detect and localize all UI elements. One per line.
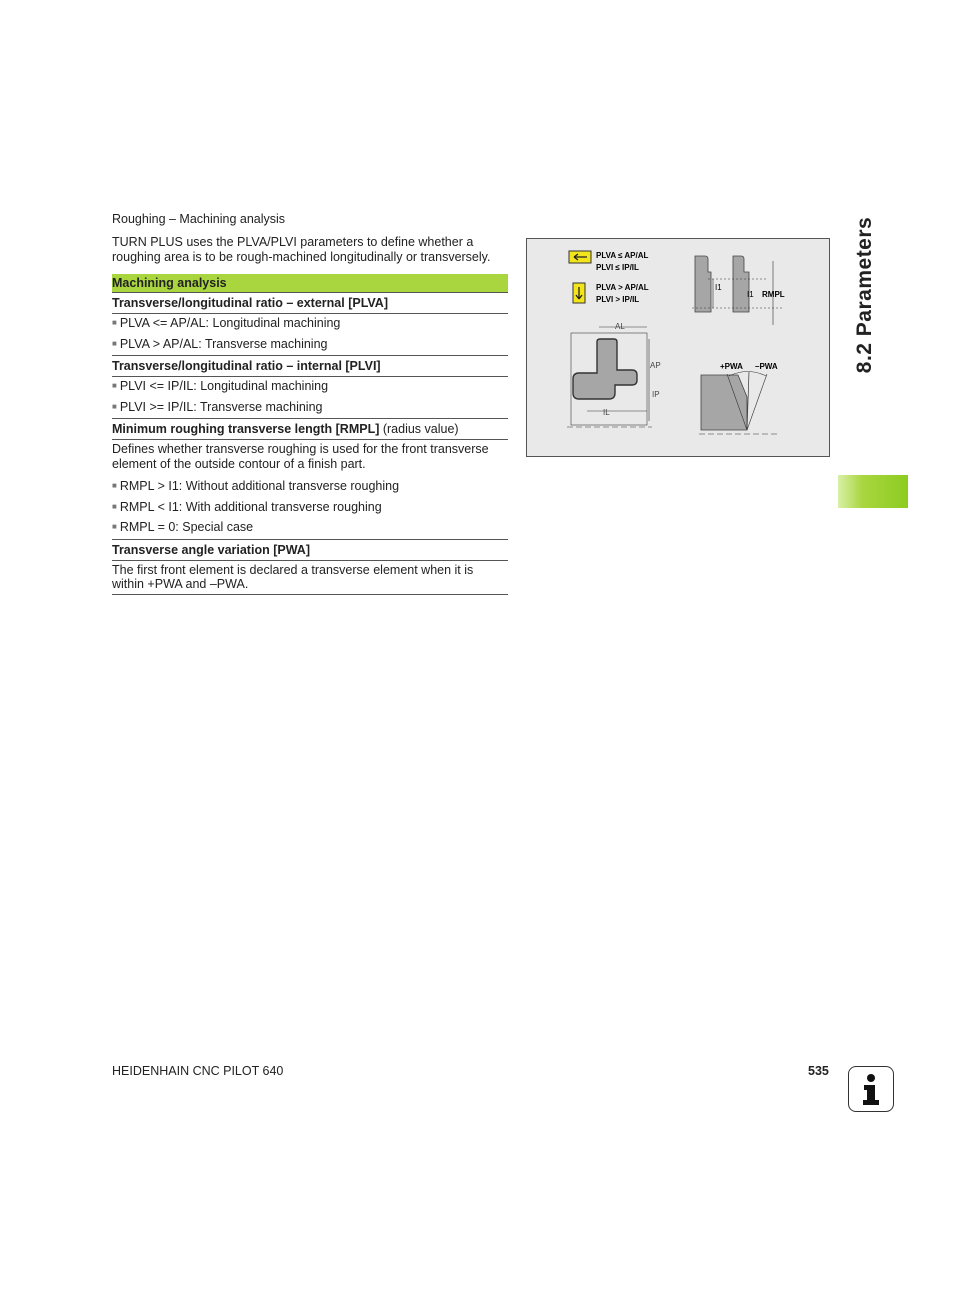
legend-text: PLVA > AP/AL [596,283,649,292]
param-body-plvi [112,377,508,419]
info-glyph [849,1067,893,1111]
page-number: 535 [808,1064,829,1078]
bullet-item: ■ RMPL > I1: Without additional transverse roughing [112,477,508,498]
param-body-rmpl [112,440,508,540]
legend-text: PLVA ≤ AP/AL [596,251,649,260]
param-title-pwa: Transverse angle variation [PWA] [112,539,508,560]
parameter-table [112,274,508,595]
chapter-heading-text: 8.2 Parameters [853,216,876,374]
bullet-item: ■ RMPL < I1: With additional transverse roughing [112,498,508,519]
param-title-plvi: Transverse/longitudinal ratio – internal [PLVI] [112,356,508,377]
part-contour [573,339,637,399]
figure-svg [527,239,829,456]
dimension-label: AP [650,361,661,370]
bullet-item: ■ PLVI <= IP/IL: Longitudinal machining [112,377,508,398]
dimension-label: AL [615,322,625,331]
bullet-item: ■ PLVI >= IP/IL: Transverse machining [112,398,508,419]
param-description: The first front element is declared a transverse element when it is within +PWA and –PWA. [112,562,474,591]
param-title-plva: Transverse/longitudinal ratio – external [PLVA] [112,293,508,314]
param-description: Defines whether transverse roughing is used for the front transverse element of the outside contour of a finish part. [112,442,489,471]
intro-paragraph: TURN PLUS uses the PLVA/PLVI parameters to define whether a roughing area is to be rough-machined longitudinally or transversely. [112,235,491,264]
bullet-item: ■ PLVA <= AP/AL: Longitudinal machining [112,314,508,335]
dimension-label: IP [652,390,660,399]
param-title-rmpl-suffix: (radius value) [379,422,459,436]
table-header: Machining analysis [112,274,508,293]
legend-text: PLVI ≤ IP/IL [596,263,639,272]
param-body-plva [112,314,508,356]
dimension-label: I1 [747,290,754,299]
dimension-label: I1 [715,283,722,292]
param-body-pwa [112,560,508,594]
dimension-label: +PWA [720,362,743,371]
param-title-rmpl [112,419,508,440]
chapter-tab-marker [838,475,908,508]
param-title-rmpl-text: Minimum roughing transverse length [RMPL] [112,422,380,436]
chapter-side-heading [848,215,882,375]
footer-product: HEIDENHAIN CNC PILOT 640 [112,1064,284,1078]
part-profile [701,375,747,430]
dimension-label: IL [603,408,610,417]
part-profile [733,256,749,312]
legend-text: PLVI > IP/IL [596,295,640,304]
dimension-label: RMPL [762,290,785,299]
section-subtitle: Roughing – Machining analysis [112,212,286,226]
info-icon[interactable] [848,1066,894,1112]
bullet-item: ■ PLVA > AP/AL: Transverse machining [112,335,508,356]
bullet-item: ■ RMPL = 0: Special case [112,518,508,539]
machining-analysis-figure [526,238,830,457]
dimension-label: –PWA [755,362,778,371]
part-profile [695,256,711,312]
